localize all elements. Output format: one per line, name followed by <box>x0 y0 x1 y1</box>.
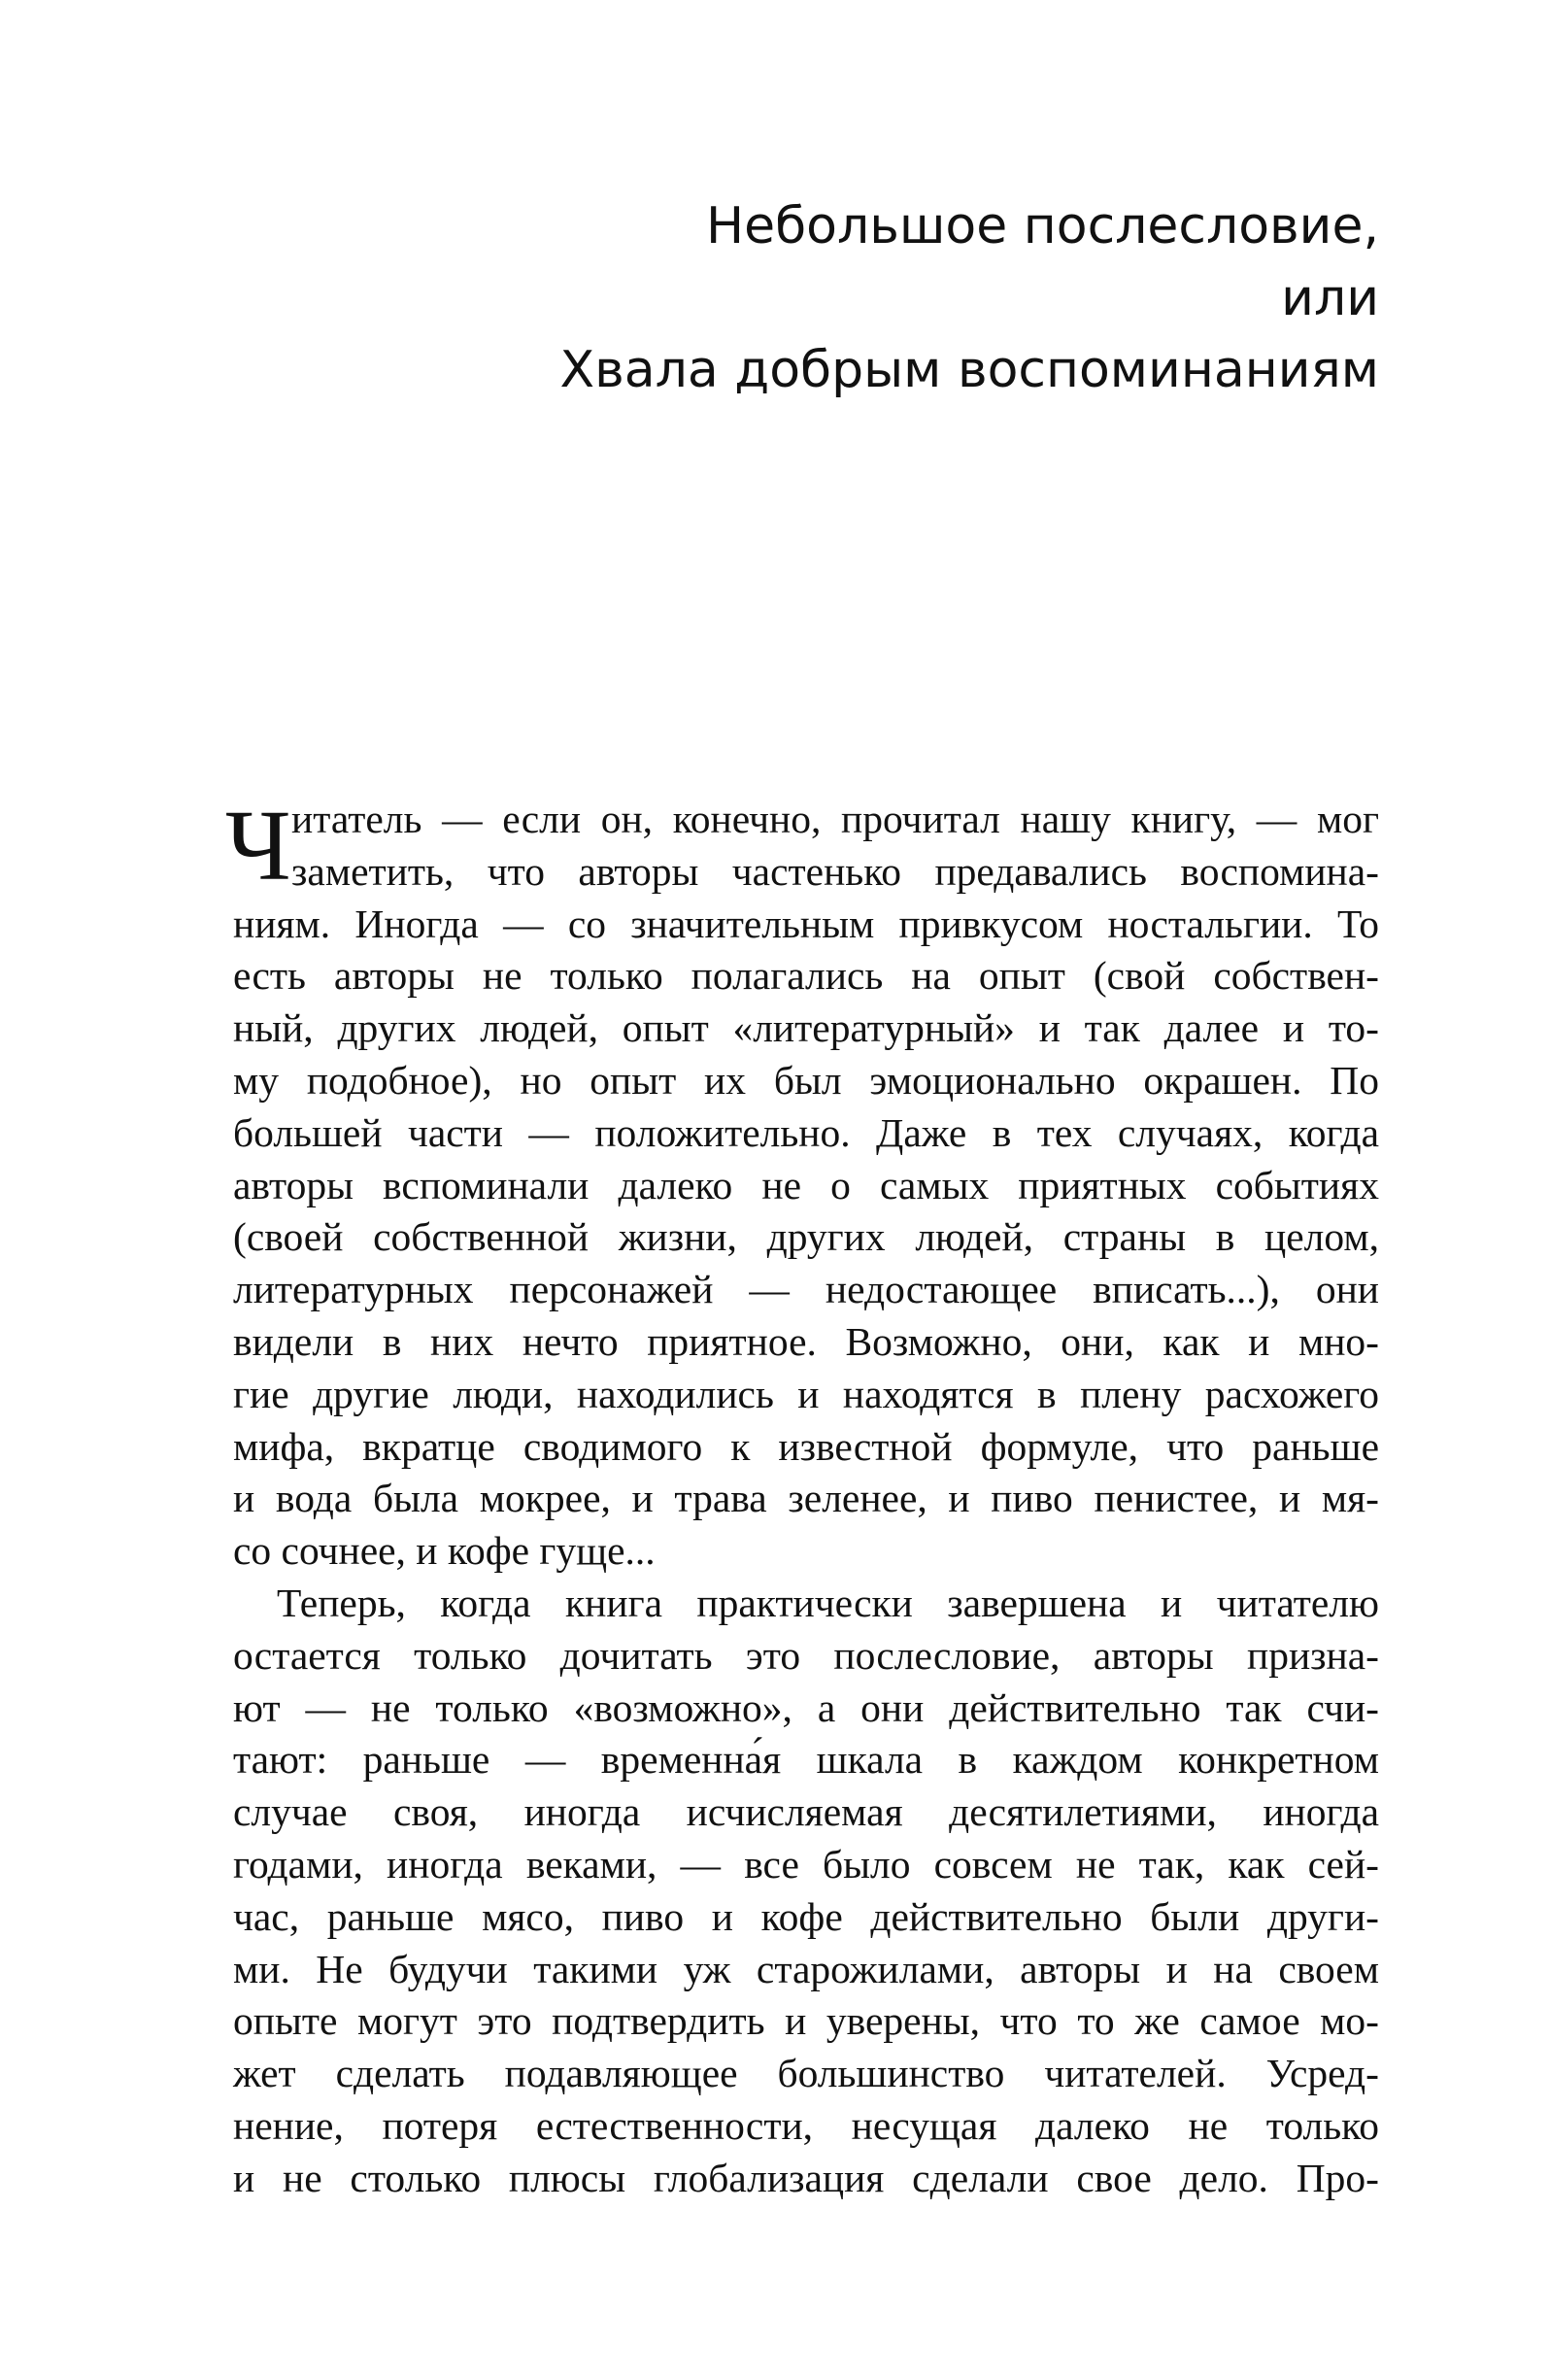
text-line: случае своя, иногда исчисляемая десятилетиями, иногда <box>233 1789 1379 1835</box>
text-line: ный, других людей, опыт «литературный» и так далее и то- <box>233 1005 1379 1051</box>
text-line: со сочнее, и кофе гуще... <box>233 1528 656 1574</box>
text-line: есть авторы не только полагались на опыт (свой собствен- <box>233 953 1379 999</box>
text-line: му подобное), но опыт их был эмоционально окрашен. По <box>233 1057 1379 1103</box>
heading-line-2: или <box>1281 269 1379 327</box>
text-line: опыте могут это подтвердить и уверены, что то же самое мо- <box>233 1998 1379 2044</box>
text-line: итатель — если он, конечно, прочитал нашу книгу, — мог <box>291 797 1379 841</box>
text-line: годами, иногда веками, — все было совсем не так, как сей- <box>233 1841 1379 1887</box>
chapter-heading <box>560 190 1379 406</box>
paragraph-1 <box>233 794 1379 1578</box>
text-line: мифа, вкратце сводимого к известной формуле, что раньше <box>233 1423 1379 1469</box>
text-line: авторы вспоминали далеко не о самых приятных событиях <box>233 1162 1379 1207</box>
text-line: видели в них нечто приятное. Возможно, они, как и мно- <box>233 1318 1379 1364</box>
text-line: час, раньше мясо, пиво и кофе действительно были други- <box>233 1893 1379 1939</box>
text-line: заметить, что авторы частенько предавались воспомина- <box>291 848 1379 894</box>
text-line: ми. Не будучи такими уж старожилами, авторы и на своем <box>233 1946 1379 1991</box>
text-line: и не столько плюсы глобализация сделали свое дело. Про- <box>233 2155 1379 2200</box>
text-line: Теперь, когда книга практически завершена и читателю <box>277 1580 1379 1625</box>
text-line: большей части — положительно. Даже в тех случаях, когда <box>233 1109 1379 1155</box>
text-line: литературных персонажей — недостающее вписать...), они <box>233 1267 1379 1312</box>
paragraph-2 <box>233 1578 1379 2205</box>
drop-cap: Ч <box>225 790 291 901</box>
text-line: тают: раньше — временна́я шкала в каждом конкретном <box>233 1737 1379 1783</box>
text-line: нение, потеря естественности, несущая далеко не только <box>233 2102 1379 2148</box>
body-text <box>225 790 1379 2205</box>
heading-line-1: Небольшое послесловие, <box>705 197 1379 255</box>
text-line: ниям. Иногда — со значительным привкусом ностальгии. То <box>233 901 1379 946</box>
heading-line-3: Хвала добрым воспоминаниям <box>559 341 1379 399</box>
text-line: (своей собственной жизни, других людей, страны в целом, <box>233 1214 1379 1260</box>
text-line: жет сделать подавляющее большинство читателей. Усред- <box>233 2051 1379 2096</box>
text-line: гие другие люди, находились и находятся в плену расхожего <box>233 1371 1379 1416</box>
text-line: остается только дочитать это послесловие, авторы призна- <box>233 1632 1379 1678</box>
text-line: и вода была мокрее, и трава зеленее, и пиво пенистее, и мя- <box>233 1476 1379 1521</box>
text-line: ют — не только «возможно», а они действительно так счи- <box>233 1684 1379 1730</box>
